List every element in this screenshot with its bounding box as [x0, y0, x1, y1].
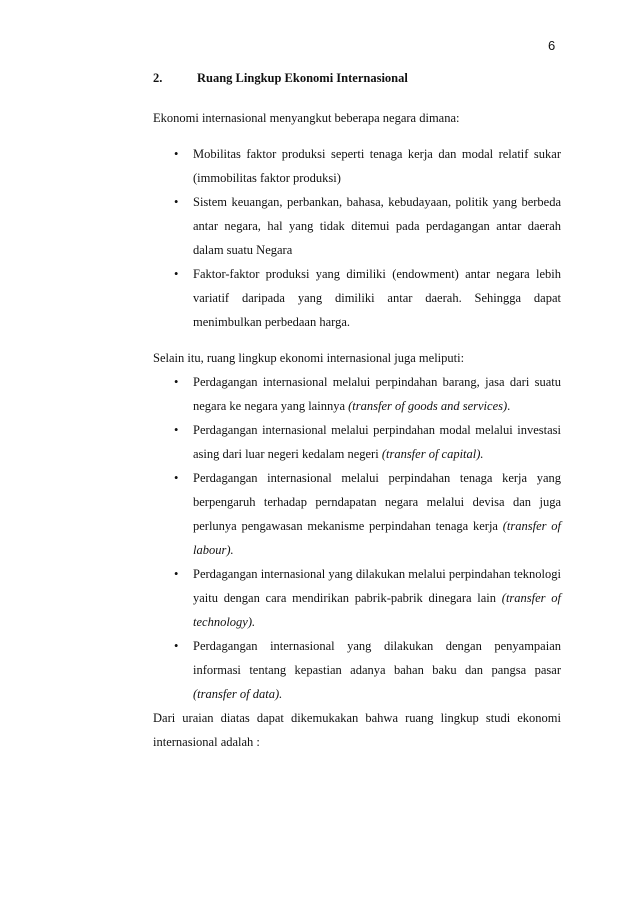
document-body [153, 66, 561, 754]
list-item: • Perdagangan internasional melalui perpindahan tenaga kerja yang berpengaruh terhadap perndapatan negara melalui devisa dan juga perlunya pengawasan mekanisme perpindahan tenaga kerja (transfer of labour). [153, 466, 561, 562]
list-item: • Perdagangan internasional melalui perpindahan modal melalui investasi asing dari luar negeri kedalam negeri (transfer of capital). [153, 418, 561, 466]
section-title: Ruang Lingkup Ekonomi Internasional [197, 71, 408, 85]
list-item: • Perdagangan internasional melalui perpindahan barang, jasa dari suatu negara ke negara yang lainnya (transfer of goods and services). [153, 370, 561, 418]
bullet-icon: • [174, 147, 179, 161]
page-number: 6 [548, 38, 556, 53]
bullet-icon: • [174, 195, 179, 209]
list-item: • Perdagangan internasional yang dilakukan dengan penyampaian informasi tentang kepastian adanya bahan baku dan pangsa pasar (transfer of data). [153, 634, 561, 706]
bullet-list-1 [153, 142, 561, 334]
list-item: • Faktor-faktor produksi yang dimiliki (endowment) antar negara lebih variatif daripada yang dimiliki antar daerah. Sehingga dapat menimbulkan perbedaan harga. [153, 262, 561, 334]
bullet-icon: • [174, 639, 179, 653]
bullet-icon: • [174, 267, 179, 281]
intro-paragraph: Ekonomi internasional menyangkut beberapa negara dimana: [153, 111, 460, 125]
list-item: • Sistem keuangan, perbankan, bahasa, kebudayaan, politik yang berbeda antar negara, hal yang tidak ditemui pada perdagangan antar daerah dalam suatu Negara [153, 190, 561, 262]
list-item: • Perdagangan internasional yang dilakukan melalui perpindahan teknologi yaitu dengan cara mendirikan pabrik-pabrik dinegara lain (transfer of technology). [153, 562, 561, 634]
bullet-list-2 [153, 370, 561, 706]
list-item: • Mobilitas faktor produksi seperti tenaga kerja dan modal relatif sukar (immobilitas faktor produksi) [153, 142, 561, 190]
bullet-icon: • [174, 567, 179, 581]
bullet-icon: • [174, 423, 179, 437]
bullet-icon: • [174, 471, 179, 485]
bullet-icon: • [174, 375, 179, 389]
closing-paragraph: Dari uraian diatas dapat dikemukakan bahwa ruang lingkup studi ekonomi internasional adalah : [153, 711, 561, 749]
scope-paragraph: Selain itu, ruang lingkup ekonomi internasional juga meliputi: [153, 351, 465, 365]
section-number: 2. [153, 71, 163, 85]
section-heading [153, 66, 561, 90]
